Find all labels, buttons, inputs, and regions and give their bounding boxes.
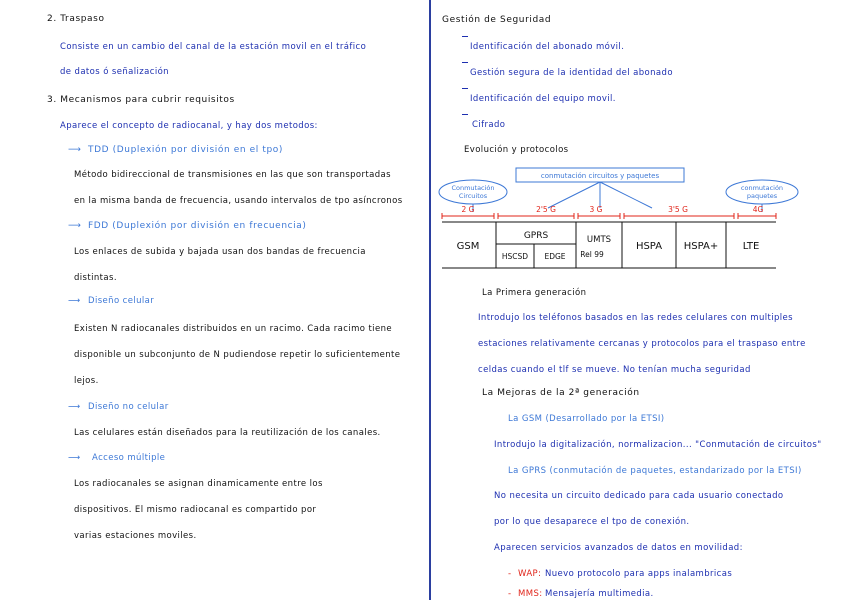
access-arrow-icon: ⟶ (68, 453, 81, 463)
hspa-plus-cell: HSPA+ (683, 241, 719, 252)
evolution-title: Evolución y protocolos (464, 145, 569, 155)
digitalization-line: Introdujo la digitalización, normalizacion... "Conmutación de circuitos" (494, 440, 822, 450)
section-2-body-line-2: de datos ó señalización (60, 67, 169, 77)
generation-label: 3 G (589, 205, 603, 214)
generation-label: 4G (752, 205, 764, 214)
circuit-switching-label-2: Circuitos (458, 192, 488, 200)
circuit-switching-label-1: Conmutación (451, 184, 495, 192)
security-item: Identificación del equipo movil. (470, 94, 616, 104)
non-cell-body: Las celulares están diseñados para la reutilización de los canales. (74, 428, 381, 438)
non-cell-design-title: Diseño no celular (88, 402, 169, 412)
gprs-line: La GPRS (conmutación de paquetes, estandarizado por la ETSI) (508, 466, 802, 476)
security-item: Gestión segura de la identidad del abonado (470, 68, 673, 78)
generation-label: 2 G (461, 205, 475, 214)
section-2-body-line-1: Consiste en un cambio del canal de la estación movil en el tráfico (60, 42, 367, 52)
first-gen-title: La Primera generación (482, 288, 587, 298)
security-item: Identificación del abonado móvil. (470, 42, 625, 52)
cell-body-line-1: Existen N radiocanales distribuidos en un racimo. Cada racimo tiene (74, 324, 392, 334)
section-2-title: 2. Traspaso (47, 14, 105, 24)
generation-brackets (442, 213, 776, 219)
fdd-title: FDD (Duplexión por división en frecuencia) (88, 221, 307, 231)
section-3-intro: Aparece el concepto de radiocanal, y hay dos metodos: (60, 121, 318, 131)
security-item-dash (462, 62, 468, 63)
services-line: Aparecen servicios avanzados de datos en movilidad: (494, 543, 743, 553)
second-gen-title: La Mejoras de la 2ª generación (482, 388, 640, 398)
tdd-body-line-1: Método bidireccional de transmisiones en las que son transportadas (74, 170, 391, 180)
packet-switching-label-1: conmutación (740, 184, 784, 192)
first-gen-body-line-1: Introdujo los teléfonos basados en las redes celulares con multiples (478, 313, 794, 323)
gprs-cell: GPRS (523, 231, 549, 241)
cell-arrow-icon: ⟶ (68, 296, 81, 306)
cell-design-title: Diseño celular (88, 296, 155, 306)
generation-label: 3'5 G (668, 205, 688, 214)
generation-label: 2'5 G (536, 205, 556, 214)
gprs-body-line-2: por lo que desaparece el tpo de conexión. (494, 517, 690, 527)
wap-text: Nuevo protocolo para apps inalambricas (545, 569, 733, 579)
mms-dash: - (508, 589, 512, 599)
gsm-cell: GSM (456, 241, 480, 252)
column-divider (429, 0, 431, 600)
rel99-cell: Rel 99 (580, 250, 604, 259)
wap-dash: - (508, 569, 512, 579)
security-item-dash (462, 88, 468, 89)
security-item: Cifrado (472, 120, 506, 130)
security-item-dash (462, 114, 468, 115)
tdd-arrow-icon: ⟶ (68, 145, 82, 155)
tdd-title: TDD (Duplexión por división en el tpo) (88, 145, 283, 155)
fdd-arrow-icon: ⟶ (68, 221, 82, 231)
access-body-line-2: dispositivos. El mismo radiocanal es compartido por (74, 505, 317, 515)
first-gen-body-line-3: celdas cuando el tlf se mueve. No tenían mucha seguridad (478, 365, 751, 375)
arrow-line (600, 182, 652, 208)
security-item-dash (462, 36, 468, 37)
mms-label: MMS: (518, 589, 543, 599)
edge-cell: EDGE (544, 252, 566, 261)
multiple-access-title: Acceso múltiple (92, 453, 166, 463)
lte-cell: LTE (742, 241, 760, 252)
gprs-body-line-1: No necesita un circuito dedicado para cada usuario conectado (494, 491, 784, 501)
hspa-cell: HSPA (635, 241, 663, 252)
fdd-body-line-1: Los enlaces de subida y bajada usan dos bandas de frecuencia (74, 247, 366, 257)
cell-body-line-2: disponible un subconjunto de N pudiendose repetir lo suficientemente (74, 350, 401, 360)
umts-cell: UMTS (586, 235, 612, 245)
access-body-line-3: varias estaciones moviles. (74, 531, 197, 541)
gsm-line: La GSM (Desarrollado por la ETSI) (508, 414, 665, 424)
packet-switching-label-2: paquetes (746, 192, 778, 200)
wap-label: WAP: (518, 569, 542, 579)
non-cell-arrow-icon: ⟶ (68, 402, 81, 412)
security-title: Gestión de Seguridad (442, 15, 552, 25)
evolution-diagram (430, 160, 848, 278)
generation-table-lines (442, 222, 776, 268)
fdd-body-line-2: distintas. (74, 273, 117, 283)
circuits-packets-label: conmutación circuitos y paquetes (540, 172, 660, 180)
access-body-line-1: Los radiocanales se asignan dinamicamente entre los (74, 479, 323, 489)
section-3-title: 3. Mecanismos para cubrir requisitos (47, 95, 235, 105)
hscsd-cell: HSCSD (501, 252, 529, 261)
tdd-body-line-2: en la misma banda de frecuencia, usando intervalos de tpo asíncronos (74, 196, 403, 206)
first-gen-body-line-2: estaciones relativamente cercanas y protocolos para el traspaso entre (478, 339, 806, 349)
cell-body-line-3: lejos. (74, 376, 99, 386)
mms-text: Mensajería multimedia. (545, 589, 654, 599)
